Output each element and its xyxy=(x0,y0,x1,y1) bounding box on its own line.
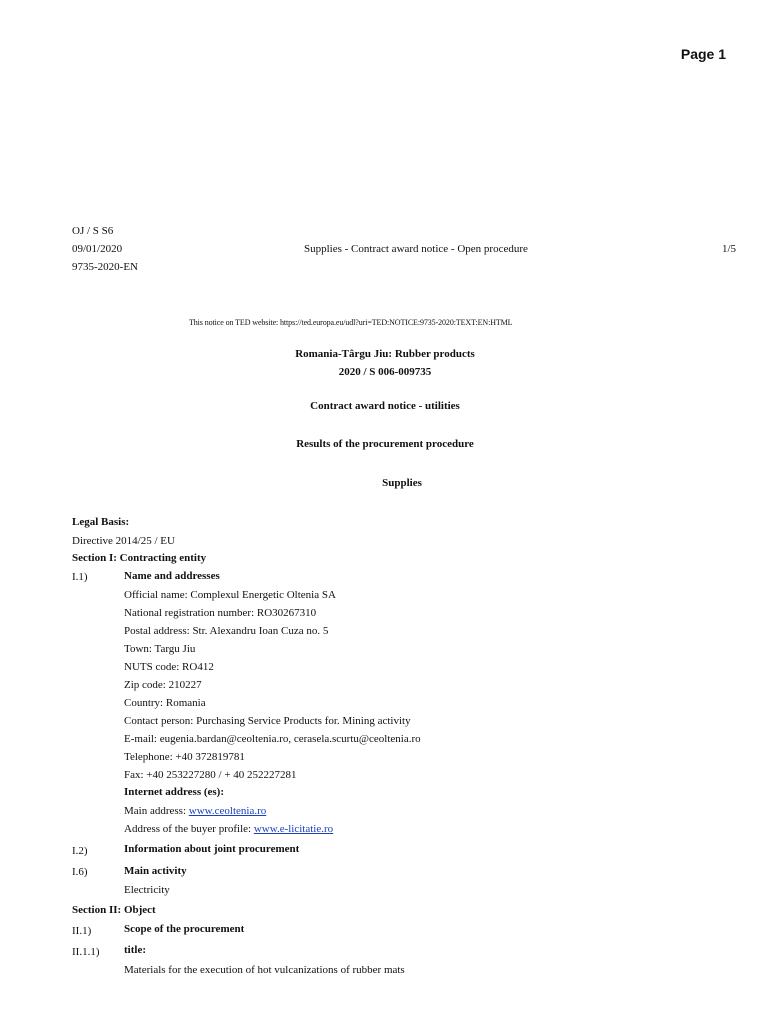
results-heading: Results of the procurement procedure xyxy=(296,438,474,450)
item-number: II.1) xyxy=(72,925,92,937)
nuts-code: NUTS code: RO412 xyxy=(124,661,214,673)
internet-address-heading: Internet address (es): xyxy=(124,786,225,798)
main-activity-value: Electricity xyxy=(124,884,170,896)
main-address-label: Main address: xyxy=(124,805,189,817)
item-number: I.6) xyxy=(72,866,88,878)
main-address xyxy=(124,805,266,817)
section-2-heading: Section II: Object xyxy=(72,904,156,916)
notice-title: Romania-Târgu Jiu: Rubber products xyxy=(295,348,475,360)
town: Town: Targu Jiu xyxy=(124,643,196,655)
telephone: Telephone: +40 372819781 xyxy=(124,751,245,763)
journal-ref: OJ / S S6 xyxy=(72,225,114,237)
item-number: I.1) xyxy=(72,571,88,583)
notice-number: 2020 / S 006-009735 xyxy=(338,366,432,378)
email: E-mail: eugenia.bardan@ceoltenia.ro, cerasela.scurtu@ceoltenia.ro xyxy=(124,733,421,745)
buyer-profile-label: Address of the buyer profile: xyxy=(124,823,254,835)
fax: Fax: +40 253227280 / + 40 252227281 xyxy=(124,769,297,781)
notice-date: 09/01/2020 xyxy=(72,243,123,255)
legal-basis-label: Legal Basis: xyxy=(72,516,130,528)
zip-code: Zip code: 210227 xyxy=(124,679,202,691)
postal-address: Postal address: Str. Alexandru Ioan Cuza no. 5 xyxy=(124,625,329,637)
contact-person: Contact person: Purchasing Service Products for. Mining activity xyxy=(124,715,411,727)
notice-category: Contract award notice - utilities xyxy=(310,400,460,412)
item-title: Main activity xyxy=(124,865,187,877)
page-label: Page 1 xyxy=(680,46,726,62)
item-title: Name and addresses xyxy=(124,570,220,582)
item-number: I.2) xyxy=(72,845,88,857)
item-title: Information about joint procurement xyxy=(124,843,300,855)
notice-id: 9735-2020-EN xyxy=(72,261,138,273)
item-title: title: xyxy=(124,944,146,956)
main-address-link[interactable]: www.ceoltenia.ro xyxy=(188,805,267,817)
ted-notice-link[interactable]: This notice on TED website: https://ted.europa.eu/udl?uri=TED:NOTICE:9735-2020:TEXT:EN:HTML xyxy=(189,318,513,327)
country: Country: Romania xyxy=(124,697,206,709)
item-title: Scope of the procurement xyxy=(124,923,245,935)
buyer-profile xyxy=(124,823,333,835)
notice-type: Supplies - Contract award notice - Open procedure xyxy=(304,243,528,255)
registration-number: National registration number: RO30267310 xyxy=(124,607,317,619)
legal-basis-value: Directive 2014/25 / EU xyxy=(72,535,175,547)
page-ratio: 1/5 xyxy=(722,243,737,255)
official-name: Official name: Complexul Energetic Oltenia SA xyxy=(124,589,336,601)
item-number: II.1.1) xyxy=(72,946,100,958)
section-1-heading: Section I: Contracting entity xyxy=(72,552,207,564)
contract-title-value: Materials for the execution of hot vulcanizations of rubber mats xyxy=(124,964,405,976)
buyer-profile-link[interactable]: www.e-licitatie.ro xyxy=(253,823,334,835)
supplies-heading: Supplies xyxy=(382,477,422,489)
